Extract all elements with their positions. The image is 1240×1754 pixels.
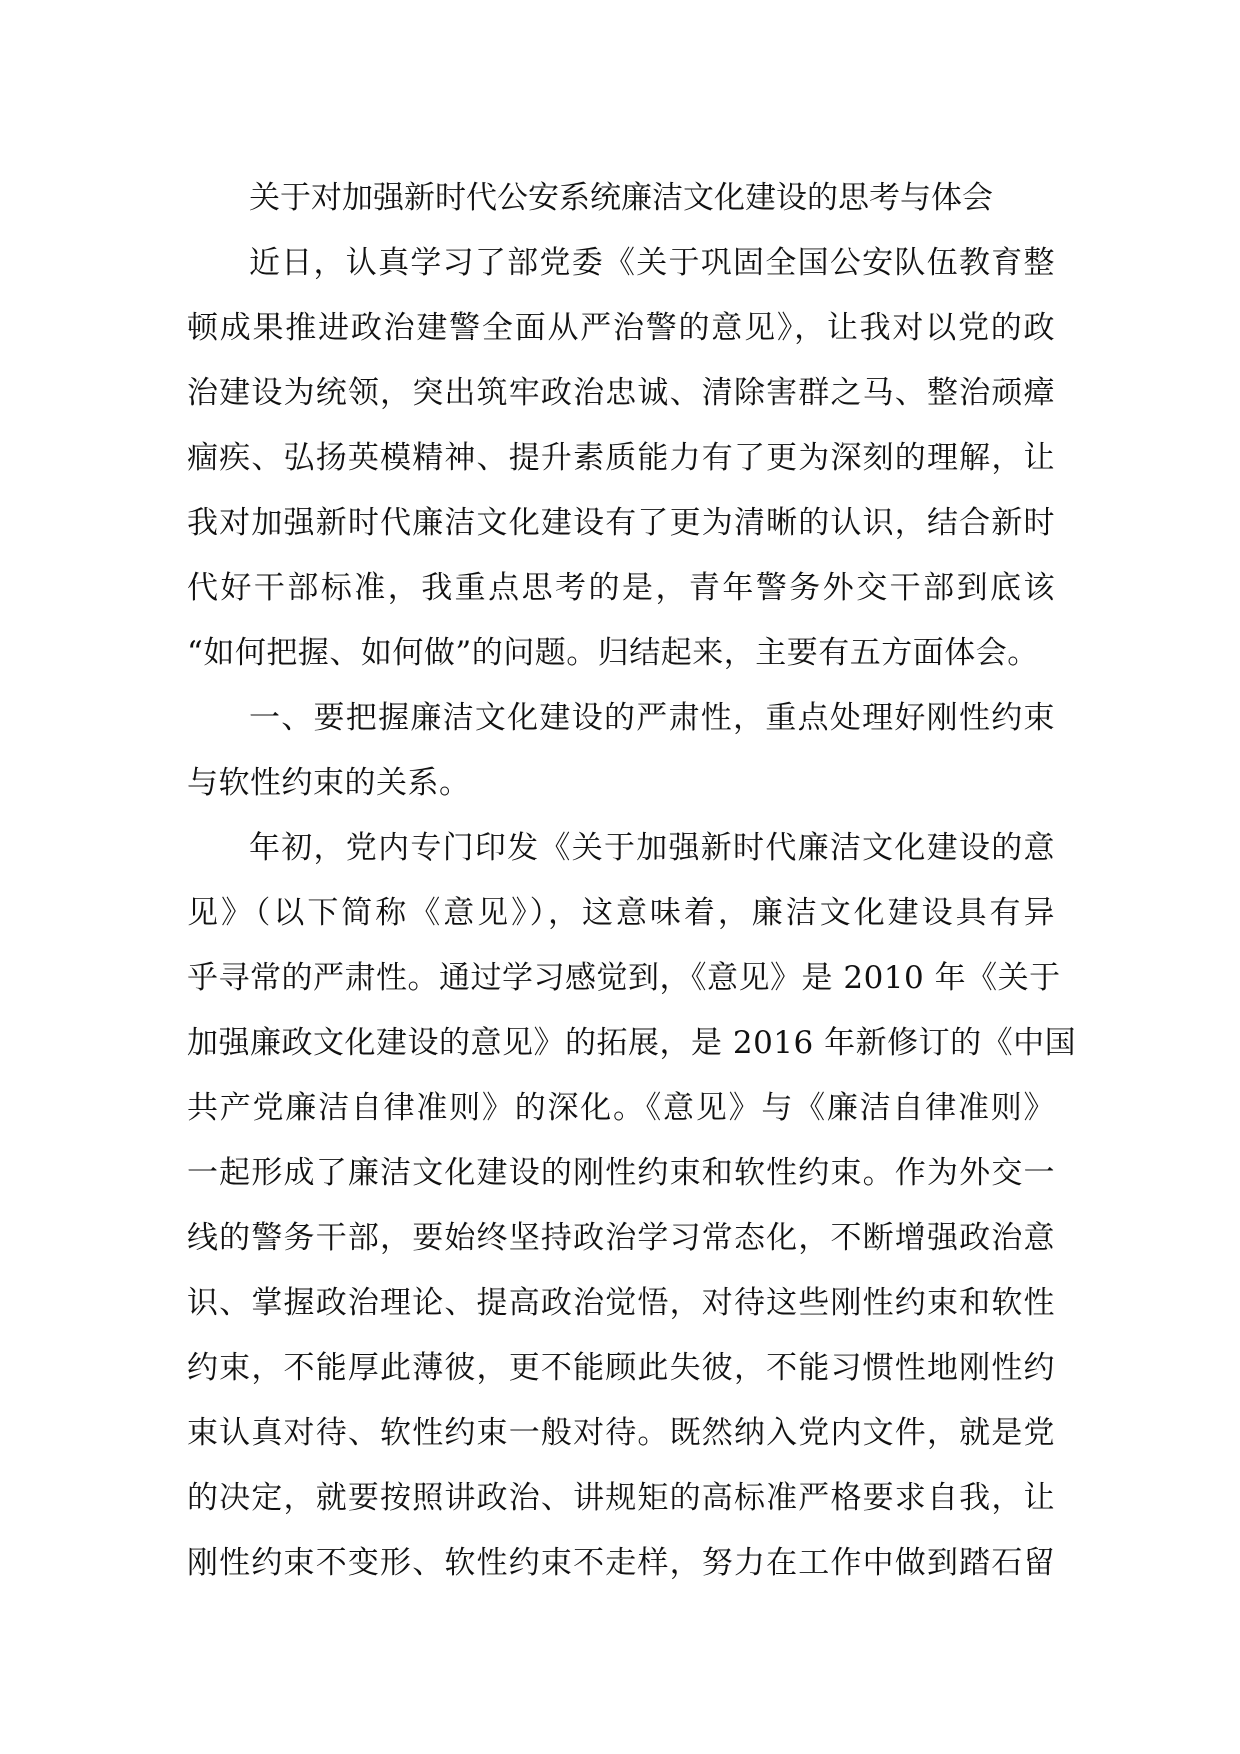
document-body: [187, 166, 1077, 1596]
paragraph-2-line-8: 识、掌握政治理论、提高政治觉悟，对待这些刚性约束和软性: [187, 1285, 1055, 1321]
paragraph-2-line-5: 共产党廉洁自律准则》的深化。《意见》与《廉洁自律准则》: [187, 1090, 1055, 1126]
paragraph-2-line-3: 乎寻常的严肃性。通过学习感觉到，《意见》是 2010 年《关于: [187, 960, 1061, 996]
paragraph-2-line-1: 年初，党内专门印发《关于加强新时代廉洁文化建设的意: [249, 830, 1055, 866]
paragraph-1-line-4: 痼疾、弘扬英模精神、提升素质能力有了更为深刻的理解，让: [187, 440, 1055, 476]
paragraph-1-line-5: 我对加强新时代廉洁文化建设有了更为清晰的认识，结合新时: [187, 505, 1055, 541]
paragraph-2-line-2: 见》（以下简称《意见》），这意味着，廉洁文化建设具有异: [187, 895, 1055, 931]
paragraph-2-line-6: 一起形成了廉洁文化建设的刚性约束和软性约束。作为外交一: [187, 1155, 1055, 1191]
paragraph-2-line-7: 线的警务干部，要始终坚持政治学习常态化，不断增强政治意: [187, 1220, 1055, 1256]
paragraph-1-line-7: “如何把握、如何做”的问题。归结起来，主要有五方面体会。: [187, 635, 1039, 671]
paragraph-1-line-6: 代好干部标准，我重点思考的是，青年警务外交干部到底该: [187, 570, 1055, 606]
paragraph-2-line-10: 束认真对待、软性约束一般对待。既然纳入党内文件，就是党: [187, 1415, 1055, 1451]
paragraph-2-line-12: 刚性约束不变形、软性约束不走样，努力在工作中做到踏石留: [187, 1545, 1055, 1581]
paragraph-2-line-9: 约束，不能厚此薄彼，更不能顾此失彼，不能习惯性地刚性约: [187, 1350, 1055, 1386]
paragraph-2-line-11: 的决定，就要按照讲政治、讲规矩的高标准严格要求自我，让: [187, 1480, 1055, 1516]
section-heading-1-line-1: 一、要把握廉洁文化建设的严肃性，重点处理好刚性约束: [249, 700, 1055, 736]
paragraph-1-line-2: 顿成果推进政治建警全面从严治警的意见》，让我对以党的政: [187, 310, 1055, 346]
paragraph-2-line-4: 加强廉政文化建设的意见》的拓展，是 2016 年新修订的《中国: [187, 1025, 1077, 1061]
section-heading-1-line-2: 与软性约束的关系。: [187, 765, 471, 801]
paragraph-1-line-1: 近日，认真学习了部党委《关于巩固全国公安队伍教育整: [249, 245, 1055, 281]
document-title: 关于对加强新时代公安系统廉洁文化建设的思考与体会: [249, 180, 993, 216]
paragraph-1-line-3: 治建设为统领，突出筑牢政治忠诚、清除害群之马、整治顽瘴: [187, 375, 1055, 411]
